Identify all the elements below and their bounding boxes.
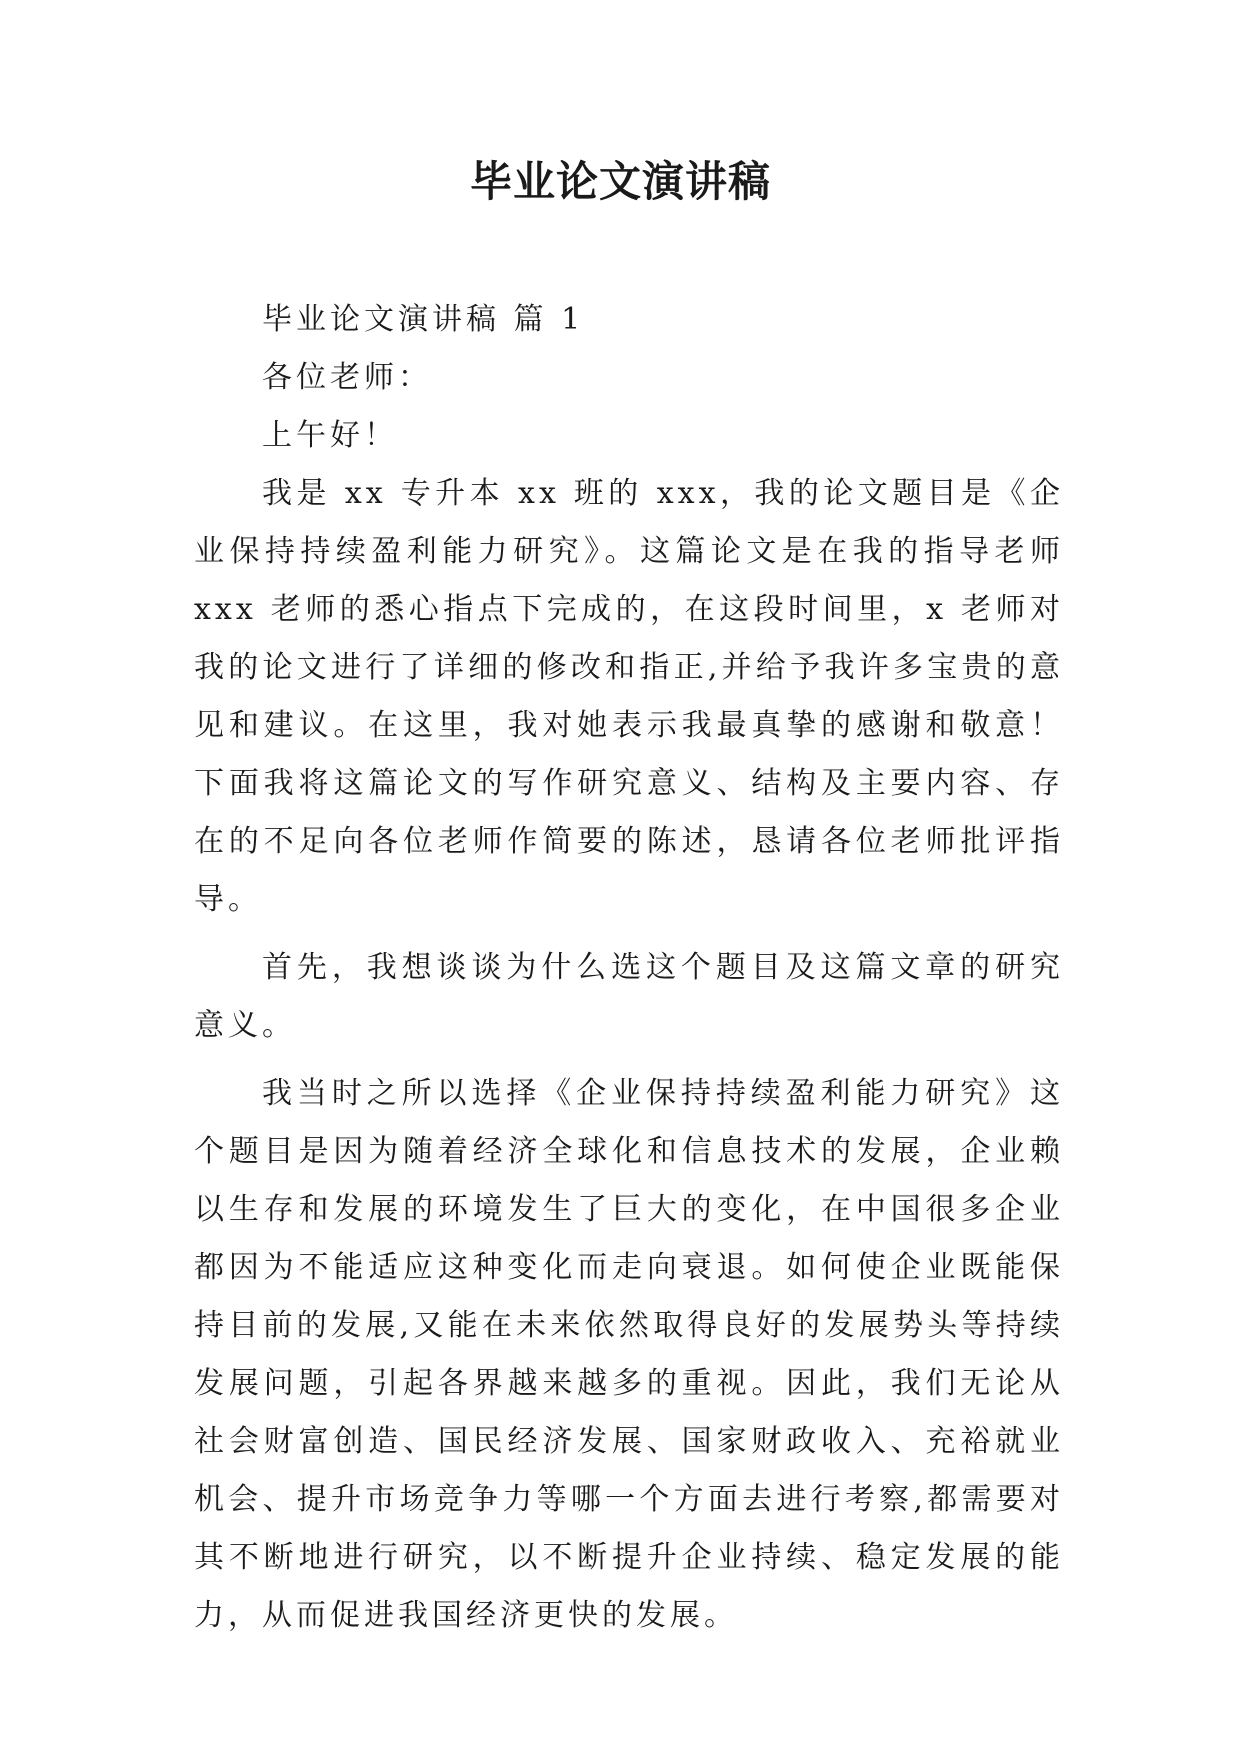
paragraph-introduction: 我是 xx 专升本 xx 班的 xxx，我的论文题目是《企业保持持续盈利能力研究》。这篇论文是在我的指导老师 xxx 老师的悉心指点下完成的，在这段时间里，x 老师对我的论文进行了详细的修改和指正,并给予我许多宝贵的意见和建议。在这里，我对她表示我最真挚的感谢和敬意！下面我将这篇论文的写作研究意义、结构及主要内容、存在的不足向各位老师作简要的陈述，恳请各位老师批评指导。 [194,476,1064,917]
section-heading: 毕业论文演讲稿 篇 1 [262,302,585,337]
paragraph-topic-reason: 我当时之所以选择《企业保持持续盈利能力研究》这个题目是因为随着经济全球化和信息技术的发展，企业赖以生存和发展的环境发生了巨大的变化，在中国很多企业都因为不能适应这种变化而走向衰退。如何使企业既能保持目前的发展,又能在未来依然取得良好的发展势头等持续发展问题，引起各界越来越多的重视。因此，我们无论从社会财富创造、国民经济发展、国家财政收入、充裕就业机会、提升市场竞争力等哪一个方面去进行考察,都需要对其不断地进行研究，以不断提升企业持续、稳定发展的能力，从而促进我国经济更快的发展。 [194,1076,1064,1633]
document-title: 毕业论文演讲稿 [469,157,771,206]
greeting: 上午好！ [262,418,398,453]
salutation: 各位老师： [262,360,432,395]
paragraph-topic-question: 首先，我想谈谈为什么选这个题目及这篇文章的研究意义。 [194,950,1064,1043]
document-body [194,291,1064,1645]
